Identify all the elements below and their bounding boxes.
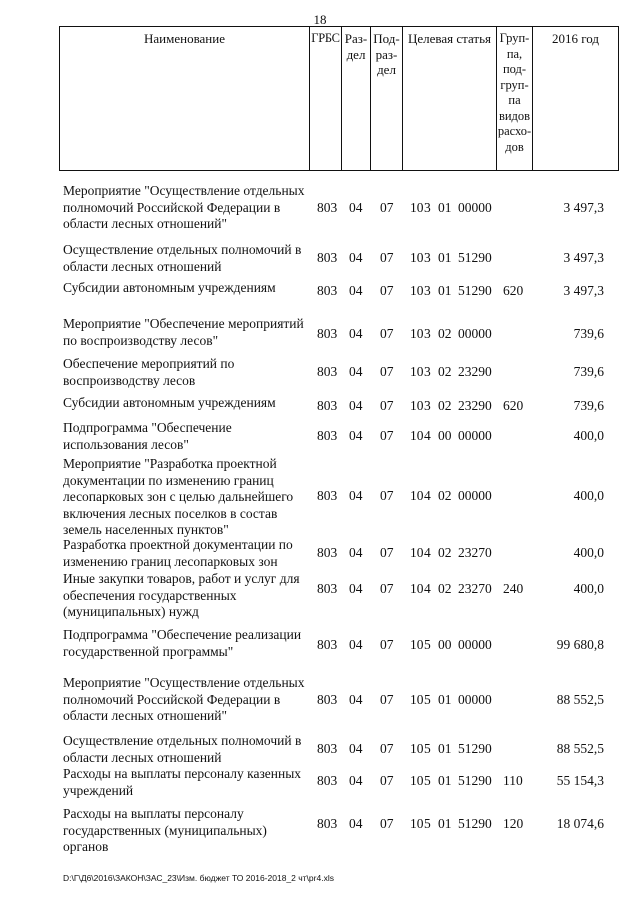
row-name: Расходы на выплаты персоналу государственных (муниципальных) органов (63, 806, 267, 854)
row-value: 3 497,3 (563, 250, 604, 265)
row-c4: 00000 (458, 488, 492, 503)
page-number: 18 (313, 12, 327, 27)
row-c2: 5 (424, 773, 431, 788)
row-name: Подпрограмма "Обеспечение использования лесов" (63, 420, 232, 452)
row-value: 18 074,6 (556, 816, 604, 831)
row-grbs: 803 (317, 692, 338, 707)
row-c1: 10 (410, 637, 424, 652)
row-c1: 10 (410, 398, 424, 413)
row-c4: 00000 (458, 200, 492, 215)
row-podrazdel: 07 (380, 428, 394, 443)
row-c1: 10 (410, 488, 424, 503)
row-c2: 4 (424, 581, 431, 596)
row-c3: 02 (438, 398, 452, 413)
header-razdel: Раз- дел (342, 27, 371, 170)
row-c4: 23270 (458, 581, 492, 596)
row-c3: 01 (438, 200, 452, 215)
row-podrazdel: 07 (380, 326, 394, 341)
row-c3: 01 (438, 816, 452, 831)
row-podrazdel: 07 (380, 398, 394, 413)
row-grp: 110 (503, 773, 523, 788)
header-podrazdel: Под- раз- дел (371, 27, 403, 170)
row-c4: 51290 (458, 283, 492, 298)
row-grbs: 803 (317, 250, 338, 265)
row-c4: 00000 (458, 326, 492, 341)
header-grbs: ГРБС (310, 27, 342, 170)
row-grp: 620 (503, 398, 524, 413)
row-podrazdel: 07 (380, 637, 394, 652)
row-c3: 01 (438, 741, 452, 756)
row-c3: 00 (438, 428, 452, 443)
row-grp: 240 (503, 581, 524, 596)
row-c2: 5 (424, 692, 431, 707)
row-value: 400,0 (573, 428, 604, 443)
row-name: Субсидии автономным учреждениям (63, 280, 276, 295)
row-razdel: 04 (349, 200, 363, 215)
row-grbs: 803 (317, 428, 338, 443)
row-name: Расходы на выплаты персоналу казенных учреждений (63, 766, 302, 798)
row-podrazdel: 07 (380, 200, 394, 215)
row-razdel: 04 (349, 741, 363, 756)
row-c2: 3 (424, 326, 431, 341)
row-podrazdel: 07 (380, 692, 394, 707)
row-podrazdel: 07 (380, 581, 394, 596)
row-value: 3 497,3 (563, 283, 604, 298)
row-c2: 5 (424, 637, 431, 652)
row-value: 400,0 (573, 581, 604, 596)
row-name: Разработка проектной документации по изменению границ лесопарковых зон (63, 537, 293, 569)
row-name: Мероприятие "Осуществление отдельных полномочий Российской Федерации в области лесных отношений" (63, 675, 305, 723)
file-path-footer: D:\Г\Д6\2016\ЗАКОН\ЗАС_23\Изм. бюджет ТО 2016-2018_2 чт\pr4.xls (63, 873, 334, 883)
row-c3: 01 (438, 692, 452, 707)
row-c2: 3 (424, 398, 431, 413)
header-gruppa-vidov-rashodov: Груп- па, под- груп- па видов расхо- дов (497, 27, 533, 170)
row-razdel: 04 (349, 773, 363, 788)
row-name: Подпрограмма "Обеспечение реализации государственной программы" (63, 627, 302, 659)
row-value: 55 154,3 (556, 773, 604, 788)
row-razdel: 04 (349, 283, 363, 298)
row-c2: 5 (424, 741, 431, 756)
row-c4: 51290 (458, 250, 492, 265)
row-podrazdel: 07 (380, 250, 394, 265)
row-c3: 01 (438, 773, 452, 788)
row-name: Осуществление отдельных полномочий в области лесных отношений (63, 733, 302, 765)
row-value: 88 552,5 (556, 692, 604, 707)
row-name: Осуществление отдельных полномочий в области лесных отношений (63, 242, 302, 274)
row-podrazdel: 07 (380, 545, 394, 560)
row-razdel: 04 (349, 398, 363, 413)
row-podrazdel: 07 (380, 741, 394, 756)
row-c1: 10 (410, 545, 424, 560)
row-c1: 10 (410, 773, 424, 788)
row-grbs: 803 (317, 398, 338, 413)
row-podrazdel: 07 (380, 283, 394, 298)
row-c2: 4 (424, 488, 431, 503)
row-value: 88 552,5 (556, 741, 604, 756)
row-razdel: 04 (349, 250, 363, 265)
row-podrazdel: 07 (380, 488, 394, 503)
row-c2: 4 (424, 428, 431, 443)
row-c2: 5 (424, 816, 431, 831)
row-grbs: 803 (317, 488, 338, 503)
row-name: Обеспечение мероприятий по воспроизводству лесов (63, 356, 235, 388)
row-grbs: 803 (317, 773, 338, 788)
row-c1: 10 (410, 741, 424, 756)
row-c2: 4 (424, 545, 431, 560)
row-c4: 23290 (458, 398, 492, 413)
row-razdel: 04 (349, 637, 363, 652)
row-grbs: 803 (317, 283, 338, 298)
row-name: Мероприятие "Осуществление отдельных полномочий Российской Федерации в области лесных отношений" (63, 183, 305, 231)
table-header (59, 26, 619, 171)
row-value: 739,6 (573, 364, 604, 379)
header-year: 2016 год (552, 31, 599, 46)
row-grbs: 803 (317, 581, 338, 596)
row-c4: 00000 (458, 692, 492, 707)
row-c4: 51290 (458, 773, 492, 788)
row-c1: 10 (410, 692, 424, 707)
row-value: 400,0 (573, 488, 604, 503)
row-c2: 3 (424, 364, 431, 379)
row-c2: 3 (424, 283, 431, 298)
row-razdel: 04 (349, 428, 363, 443)
row-grbs: 803 (317, 364, 338, 379)
row-name: Мероприятие "Обеспечение мероприятий по воспроизводству лесов" (63, 316, 304, 348)
row-c3: 00 (438, 637, 452, 652)
row-razdel: 04 (349, 326, 363, 341)
row-razdel: 04 (349, 364, 363, 379)
row-grp: 620 (503, 283, 524, 298)
row-grp: 120 (503, 816, 524, 831)
row-name: Мероприятие "Разработка проектной документации по изменению границ лесопарковых зон с целью дальнейшего включения лесных поселков в состав земель населенных пунктов" (63, 456, 294, 537)
row-grbs: 803 (317, 741, 338, 756)
row-c2: 3 (424, 250, 431, 265)
row-c1: 10 (410, 816, 424, 831)
row-c1: 10 (410, 326, 424, 341)
row-razdel: 04 (349, 692, 363, 707)
row-c2: 3 (424, 200, 431, 215)
row-c4: 51290 (458, 816, 492, 831)
row-c3: 02 (438, 488, 452, 503)
row-value: 739,6 (573, 326, 604, 341)
row-razdel: 04 (349, 545, 363, 560)
header-celevaya-statya: Целевая статья (403, 27, 497, 170)
row-c4: 00000 (458, 637, 492, 652)
row-c1: 10 (410, 283, 424, 298)
row-razdel: 04 (349, 488, 363, 503)
row-value: 400,0 (573, 545, 604, 560)
row-name: Субсидии автономным учреждениям (63, 395, 276, 410)
row-podrazdel: 07 (380, 816, 394, 831)
row-c3: 02 (438, 545, 452, 560)
row-c3: 01 (438, 250, 452, 265)
row-c1: 10 (410, 250, 424, 265)
row-podrazdel: 07 (380, 773, 394, 788)
row-value: 739,6 (573, 398, 604, 413)
row-value: 3 497,3 (563, 200, 604, 215)
row-c3: 02 (438, 326, 452, 341)
row-c1: 10 (410, 428, 424, 443)
row-c1: 10 (410, 364, 424, 379)
row-c4: 00000 (458, 428, 492, 443)
row-c3: 02 (438, 581, 452, 596)
row-grbs: 803 (317, 200, 338, 215)
row-c4: 23270 (458, 545, 492, 560)
row-grbs: 803 (317, 816, 338, 831)
row-c4: 23290 (458, 364, 492, 379)
row-grbs: 803 (317, 637, 338, 652)
row-c3: 02 (438, 364, 452, 379)
row-value: 99 680,8 (556, 637, 604, 652)
row-podrazdel: 07 (380, 364, 394, 379)
header-name: Наименование (60, 27, 310, 170)
row-c3: 01 (438, 283, 452, 298)
row-grbs: 803 (317, 545, 338, 560)
row-razdel: 04 (349, 816, 363, 831)
row-razdel: 04 (349, 581, 363, 596)
row-name: Иные закупки товаров, работ и услуг для обеспечения государственных (муниципальных) нужд (63, 571, 300, 619)
row-grbs: 803 (317, 326, 338, 341)
row-c4: 51290 (458, 741, 492, 756)
row-c1: 10 (410, 200, 424, 215)
row-c1: 10 (410, 581, 424, 596)
